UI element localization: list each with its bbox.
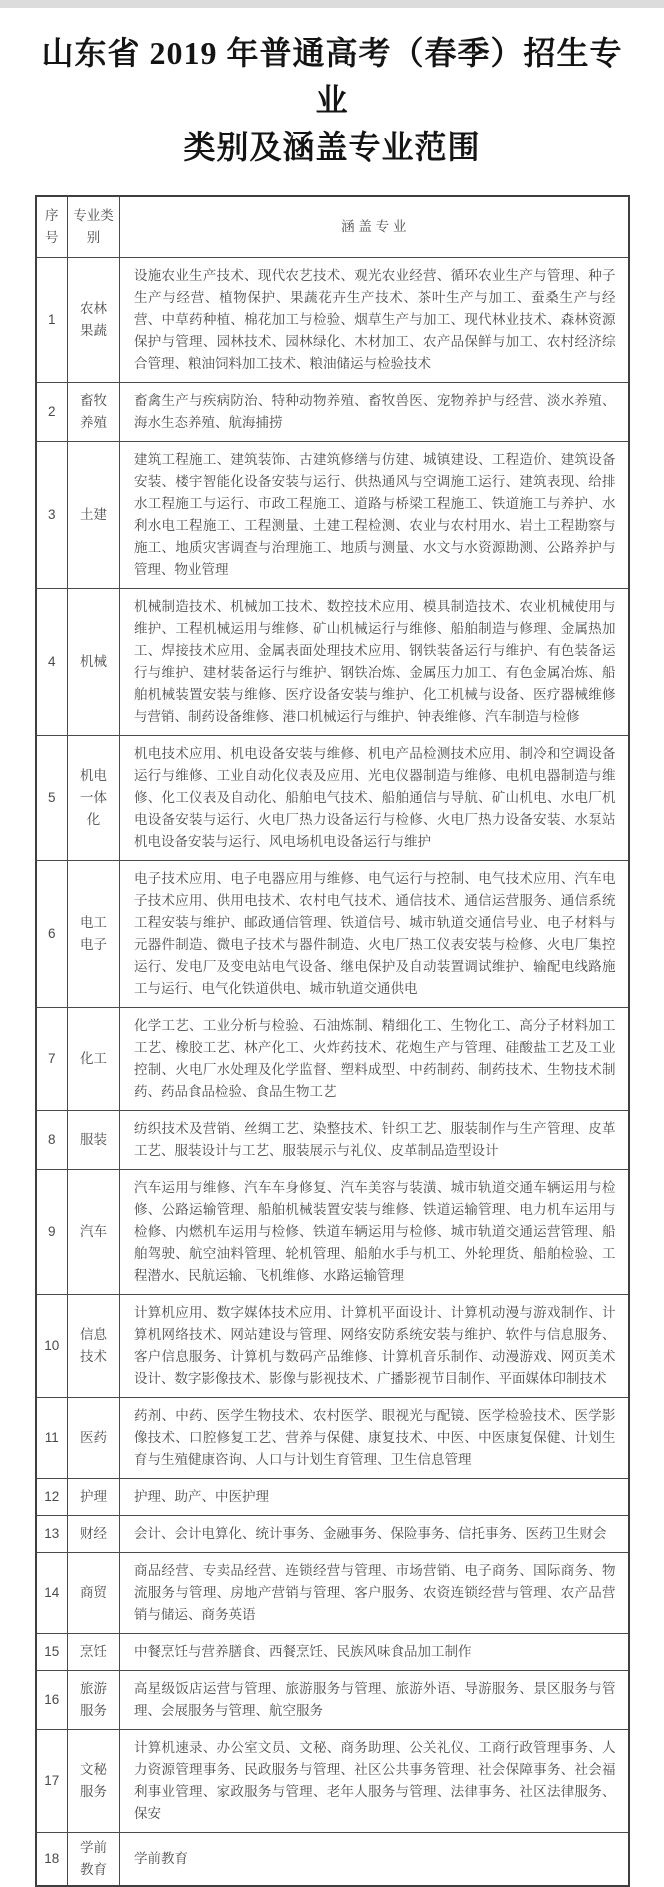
majors-cell: 药剂、中药、医学生物技术、农村医学、眼视光与配镜、医学检验技术、医学影像技术、口腔修复工艺、营养与保健、康复技术、中医、中医康复保健、计划生育与生殖健康咨询、人口与计划生育管理、卫生信息管理 bbox=[120, 1398, 629, 1479]
category-cell: 文秘服务 bbox=[68, 1730, 120, 1833]
row-number-cell: 5 bbox=[36, 736, 68, 861]
majors-cell: 机械制造技术、机械加工技术、数控技术应用、模具制造技术、农业机械使用与维护、工程机械运用与维修、矿山机械运行与维修、船舶制造与修理、金属热加工、焊接技术应用、金属表面处理技术应用、钢铁装备运行与维护、有色装备运行与维护、建材装备运行与维护、钢铁冶炼、金属压力加工、有色金属冶炼、船舶机械装置安装与维修、医疗设备安装与维护、化工机械与设备、医疗器械维修与营销、制药设备维修、港口机械运行与维护、钟表维修、汽车制造与检修 bbox=[120, 589, 629, 736]
table-row bbox=[36, 1479, 629, 1516]
majors-cell: 电子技术应用、电子电器应用与维修、电气运行与控制、电气技术应用、汽车电子技术应用、供用电技术、农村电气技术、通信技术、通信运营服务、通信系统工程安装与维护、邮政通信管理、铁道信号、城市轨道交通信号业、电子材料与元器件制造、微电子技术与器件制造、火电厂热工仪表安装与检修、火电厂集控运行、发电厂及变电站电气设备、继电保护及自动装置调试维护、输配电线路施工与运行、电气化铁道供电、城市轨道交通供电 bbox=[120, 861, 629, 1008]
table-row bbox=[36, 1516, 629, 1553]
row-number-cell: 11 bbox=[36, 1398, 68, 1479]
row-number-cell: 14 bbox=[36, 1553, 68, 1634]
table-row bbox=[36, 1553, 629, 1634]
table-row bbox=[36, 383, 629, 442]
row-number-cell: 3 bbox=[36, 442, 68, 589]
category-cell: 化工 bbox=[68, 1008, 120, 1111]
category-cell: 土建 bbox=[68, 442, 120, 589]
category-cell: 学前教育 bbox=[68, 1833, 120, 1887]
category-cell: 服装 bbox=[68, 1111, 120, 1170]
majors-cell: 会计、会计电算化、统计事务、金融事务、保险事务、信托事务、医药卫生财会 bbox=[120, 1516, 629, 1553]
majors-cell: 高星级饭店运营与管理、旅游服务与管理、旅游外语、导游服务、景区服务与管理、会展服务与管理、航空服务 bbox=[120, 1671, 629, 1730]
table-row bbox=[36, 1111, 629, 1170]
majors-table bbox=[35, 195, 630, 1887]
table-row bbox=[36, 1833, 629, 1887]
table-row bbox=[36, 1170, 629, 1295]
row-number-cell: 18 bbox=[36, 1833, 68, 1887]
table-header-row bbox=[36, 196, 629, 258]
majors-cell: 中餐烹饪与营养膳食、西餐烹饪、民族风味食品加工制作 bbox=[120, 1634, 629, 1671]
category-cell: 旅游服务 bbox=[68, 1671, 120, 1730]
page-title-line-2: 类别及涵盖专业范围 bbox=[183, 129, 481, 165]
header-cell-no: 序号 bbox=[36, 196, 68, 258]
row-number-cell: 17 bbox=[36, 1730, 68, 1833]
category-cell: 农林果蔬 bbox=[68, 258, 120, 383]
row-number-cell: 15 bbox=[36, 1634, 68, 1671]
table-row bbox=[36, 1730, 629, 1833]
majors-cell: 学前教育 bbox=[120, 1833, 629, 1887]
majors-cell: 化学工艺、工业分析与检验、石油炼制、精细化工、生物化工、高分子材料加工工艺、橡胶工艺、林产化工、火炸药技术、花炮生产与管理、硅酸盐工艺及工业控制、火电厂水处理及化学监督、塑料成型、中药制药、制药技术、生物技术制药、药品食品检验、食品生物工艺 bbox=[120, 1008, 629, 1111]
category-cell: 畜牧养殖 bbox=[68, 383, 120, 442]
table-row bbox=[36, 258, 629, 383]
table-row bbox=[36, 736, 629, 861]
header-cell-majors: 涵 盖 专 业 bbox=[120, 196, 629, 258]
page-title bbox=[30, 30, 634, 171]
majors-cell: 计算机速录、办公室文员、文秘、商务助理、公关礼仪、工商行政管理事务、人力资源管理事务、民政服务与管理、社区公共事务管理、社会保障事务、社会福利事业管理、家政服务与管理、老年人服务与管理、法律事务、社区法律服务、保安 bbox=[120, 1730, 629, 1833]
row-number-cell: 9 bbox=[36, 1170, 68, 1295]
row-number-cell: 13 bbox=[36, 1516, 68, 1553]
table-body bbox=[36, 258, 629, 1887]
row-number-cell: 10 bbox=[36, 1295, 68, 1398]
category-cell: 电工电子 bbox=[68, 861, 120, 1008]
row-number-cell: 16 bbox=[36, 1671, 68, 1730]
category-cell: 商贸 bbox=[68, 1553, 120, 1634]
majors-cell: 建筑工程施工、建筑装饰、古建筑修缮与仿建、城镇建设、工程造价、建筑设备安装、楼宇智能化设备安装与运行、供热通风与空调施工运行、建筑表现、给排水工程施工与运行、市政工程施工、道路与桥梁工程施工、铁道施工与养护、水利水电工程施工、工程测量、土建工程检测、农业与农村用水、岩土工程勘察与施工、地质灾害调查与治理施工、地质与测量、水文与水资源勘测、公路养护与管理、物业管理 bbox=[120, 442, 629, 589]
table-row bbox=[36, 1671, 629, 1730]
table-row bbox=[36, 442, 629, 589]
majors-cell: 计算机应用、数字媒体技术应用、计算机平面设计、计算机动漫与游戏制作、计算机网络技术、网站建设与管理、网络安防系统安装与维护、软件与信息服务、客户信息服务、计算机与数码产品维修、计算机音乐制作、动漫游戏、网页美术设计、数字影像技术、影像与影视技术、广播影视节目制作、平面媒体印制技术 bbox=[120, 1295, 629, 1398]
majors-cell: 护理、助产、中医护理 bbox=[120, 1479, 629, 1516]
category-cell: 烹饪 bbox=[68, 1634, 120, 1671]
category-cell: 汽车 bbox=[68, 1170, 120, 1295]
page-title-line-1: 山东省 2019 年普通高考（春季）招生专业 bbox=[41, 35, 623, 118]
majors-cell: 机电技术应用、机电设备安装与维修、机电产品检测技术应用、制冷和空调设备运行与维修、工业自动化仪表及应用、光电仪器制造与维修、电机电器制造与维修、化工仪表及自动化、船舶电气技术、船舶通信与导航、矿山机电、水电厂机电设备安装与运行、火电厂热力设备运行与检修、火电厂热力设备安装、水泵站机电设备安装与运行、风电场机电设备运行与维护 bbox=[120, 736, 629, 861]
scan-edge-strip bbox=[0, 0, 664, 8]
row-number-cell: 8 bbox=[36, 1111, 68, 1170]
category-cell: 机电一体化 bbox=[68, 736, 120, 861]
majors-cell: 商品经营、专卖品经营、连锁经营与管理、市场营销、电子商务、国际商务、物流服务与管理、房地产营销与管理、客户服务、农资连锁经营与管理、农产品营销与储运、商务英语 bbox=[120, 1553, 629, 1634]
row-number-cell: 7 bbox=[36, 1008, 68, 1111]
category-cell: 护理 bbox=[68, 1479, 120, 1516]
majors-cell: 设施农业生产技术、现代农艺技术、观光农业经营、循环农业生产与管理、种子生产与经营、植物保护、果蔬花卉生产技术、茶叶生产与加工、蚕桑生产与经营、中草药种植、棉花加工与检验、烟草生产与加工、现代林业技术、森林资源保护与管理、园林技术、园林绿化、木材加工、农产品保鲜与加工、农村经济综合管理、粮油饲料加工技术、粮油储运与检验技术 bbox=[120, 258, 629, 383]
table-row bbox=[36, 1008, 629, 1111]
category-cell: 信息技术 bbox=[68, 1295, 120, 1398]
row-number-cell: 12 bbox=[36, 1479, 68, 1516]
row-number-cell: 2 bbox=[36, 383, 68, 442]
table-row bbox=[36, 589, 629, 736]
table-row bbox=[36, 1634, 629, 1671]
table-row bbox=[36, 1295, 629, 1398]
row-number-cell: 1 bbox=[36, 258, 68, 383]
category-cell: 机械 bbox=[68, 589, 120, 736]
category-cell: 医药 bbox=[68, 1398, 120, 1479]
table-row bbox=[36, 861, 629, 1008]
header-cell-category: 专业类别 bbox=[68, 196, 120, 258]
row-number-cell: 4 bbox=[36, 589, 68, 736]
majors-cell: 畜禽生产与疾病防治、特种动物养殖、畜牧兽医、宠物养护与经营、淡水养殖、海水生态养殖、航海捕捞 bbox=[120, 383, 629, 442]
row-number-cell: 6 bbox=[36, 861, 68, 1008]
majors-cell: 汽车运用与维修、汽车车身修复、汽车美容与装潢、城市轨道交通车辆运用与检修、公路运输管理、船舶机械装置安装与维修、铁道运输管理、电力机车运用与检修、内燃机车运用与检修、铁道车辆运用与检修、城市轨道交通运营管理、船舶驾驶、航空油料管理、轮机管理、船舶水手与机工、外轮理货、船舶检验、工程潜水、民航运输、飞机维修、水路运输管理 bbox=[120, 1170, 629, 1295]
majors-cell: 纺织技术及营销、丝绸工艺、染整技术、针织工艺、服装制作与生产管理、皮革工艺、服装设计与工艺、服装展示与礼仪、皮革制品造型设计 bbox=[120, 1111, 629, 1170]
table-row bbox=[36, 1398, 629, 1479]
category-cell: 财经 bbox=[68, 1516, 120, 1553]
